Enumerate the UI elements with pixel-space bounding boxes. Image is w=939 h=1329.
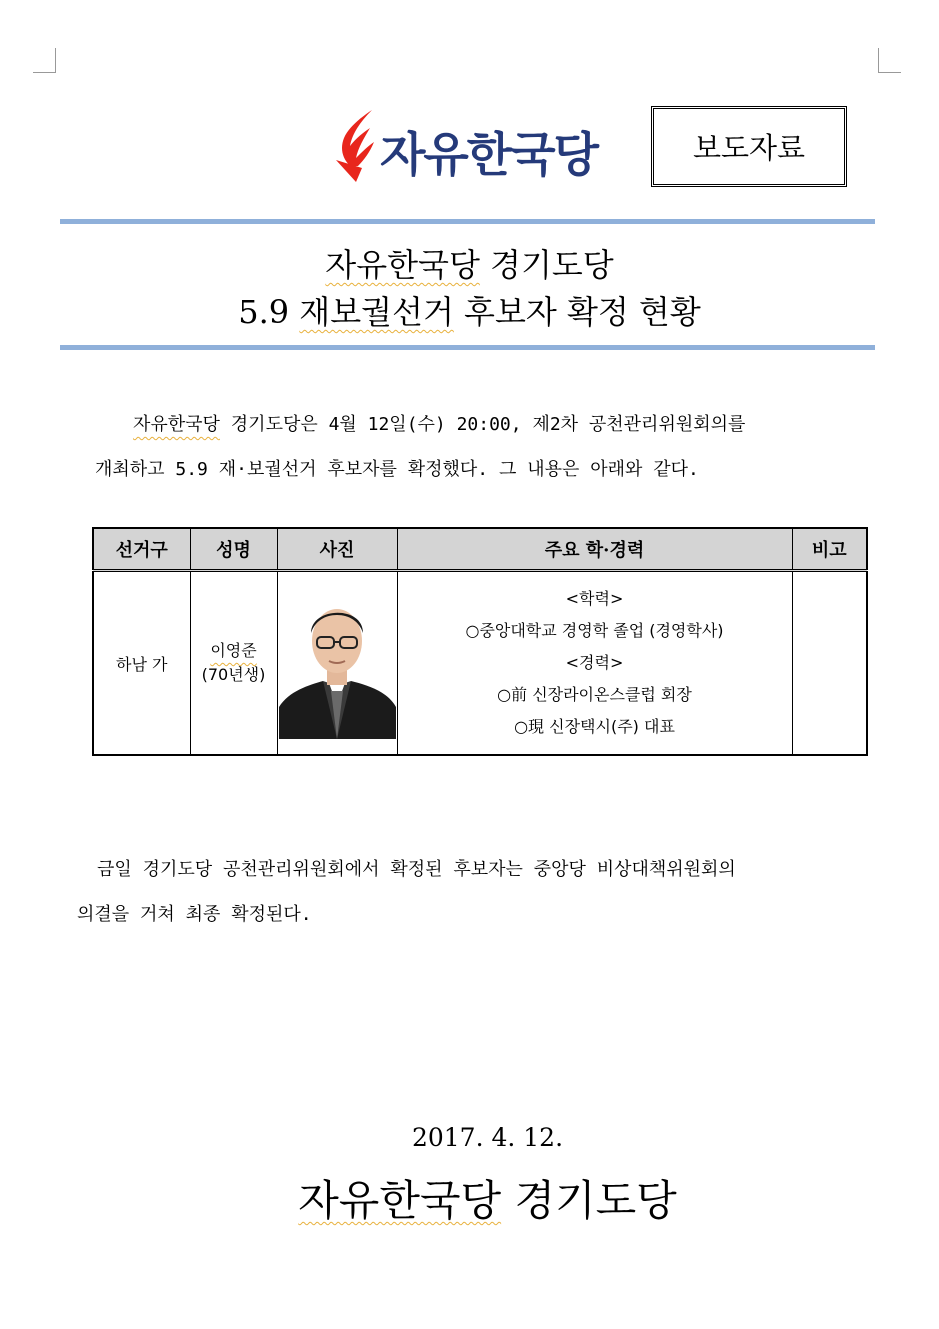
press-release-label: 보도자료 (692, 131, 806, 165)
title-election: 재보궐선거 (299, 293, 454, 331)
logo-text: 자유한국당 (380, 128, 598, 183)
closing-line-1: 금일 경기도당 공천관리위원회에서 확정된 후보자는 중앙당 비상대책위원회의 (97, 859, 736, 880)
signature-branch: 경기도당 (514, 1176, 677, 1225)
intro-line-1-rest: 경기도당은 4월 12일(수) 20:00, 제2차 공천관리위원회의를 (219, 414, 746, 435)
intro-line-1 (133, 410, 745, 436)
header-photo: 사진 (277, 528, 397, 571)
title-branch-name: 경기도당 (490, 246, 614, 284)
header-name: 성명 (190, 528, 277, 571)
career-education-heading: <학력> (565, 589, 624, 608)
signature (0, 1168, 939, 1228)
table-header-row (93, 528, 867, 571)
title-rule-top (60, 219, 875, 224)
candidate-name: 이영준 (210, 641, 257, 660)
cell-district: 하남 가 (93, 571, 190, 756)
party-logo (330, 108, 600, 188)
header-district: 선거구 (93, 528, 190, 571)
cell-photo (277, 571, 397, 756)
candidate-photo (279, 587, 396, 739)
crop-mark-top-left (33, 48, 56, 73)
header-career: 주요 학·경력 (397, 528, 792, 571)
title-subject: 후보자 확정 현황 (464, 293, 701, 331)
release-date: 2017. 4. 12. (411, 1123, 564, 1152)
career-experience-heading: <경력> (565, 653, 624, 672)
table-row (93, 571, 867, 756)
press-release-box (651, 106, 847, 187)
title-party-name: 자유한국당 (325, 246, 480, 284)
cell-note (792, 571, 867, 756)
title-line-2 (0, 287, 939, 333)
title-line-1 (0, 240, 939, 286)
intro-party-name: 자유한국당 (133, 414, 220, 435)
cell-career (397, 571, 792, 756)
candidate-birth: (70년생) (201, 665, 266, 684)
title-date: 5.9 (238, 293, 290, 331)
header-note: 비고 (792, 528, 867, 571)
candidate-table (92, 527, 868, 756)
cell-name (190, 571, 277, 756)
career-education-item: ○중앙대학교 경영학 졸업 (경영학사) (465, 621, 724, 640)
crop-mark-top-right (878, 48, 901, 73)
career-experience-item-1: ○前 신장라이온스클럽 회장 (497, 685, 692, 704)
signature-party: 자유한국당 (298, 1176, 502, 1225)
career-experience-item-2: ○現 신장택시(주) 대표 (514, 717, 675, 736)
intro-line-2: 개최하고 5.9 재·보궐선거 후보자를 확정했다. 그 내용은 아래와 같다. (95, 459, 699, 480)
closing-line-2: 의결을 거쳐 최종 확정된다. (77, 904, 312, 925)
title-rule-bottom (60, 345, 875, 350)
